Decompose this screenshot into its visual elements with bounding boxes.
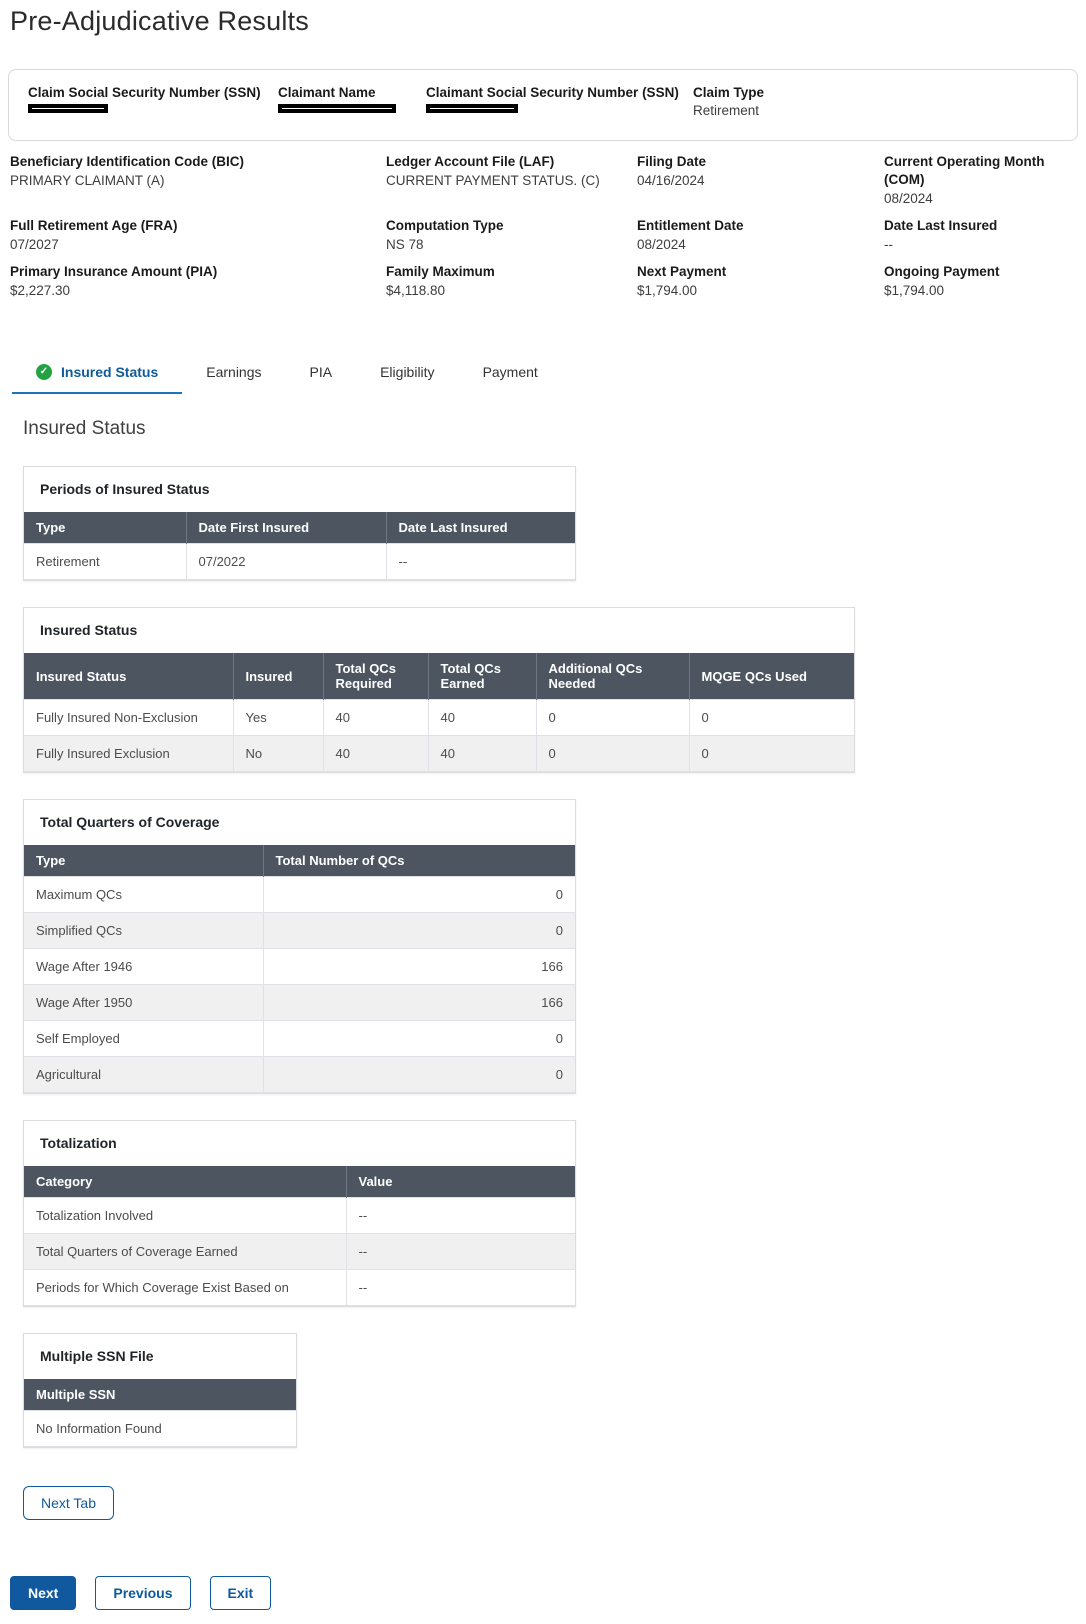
total-quarters-of-coverage-table xyxy=(24,845,575,1093)
next-tab-button[interactable]: Next Tab xyxy=(23,1486,114,1520)
field-value: NS 78 xyxy=(386,237,424,252)
detail-field-family-maximum xyxy=(386,263,637,299)
table-cell: 0 xyxy=(263,877,575,913)
claimant-name-redacted-value xyxy=(278,104,396,113)
table-cell: Fully Insured Non-Exclusion xyxy=(24,700,233,736)
header-row xyxy=(24,512,575,544)
table-cell: -- xyxy=(346,1198,575,1234)
multiple-ssn-table-container xyxy=(24,1379,296,1447)
table-cell: Yes xyxy=(233,700,323,736)
field-value: 04/16/2024 xyxy=(637,173,705,188)
tab-label: Eligibility xyxy=(380,364,435,380)
field-value: CURRENT PAYMENT STATUS. (C) xyxy=(386,173,600,188)
detail-field-fra xyxy=(10,217,386,253)
table-row xyxy=(24,1057,575,1093)
periods-of-insured-status-table xyxy=(24,512,575,580)
multiple-ssn-table xyxy=(24,1379,296,1447)
table-cell: Total Quarters of Coverage Earned xyxy=(24,1234,346,1270)
field-label: Primary Insurance Amount (PIA) xyxy=(10,264,218,279)
field-label: Filing Date xyxy=(637,154,707,169)
detail-field-date-last-insured xyxy=(884,217,1086,253)
table-row xyxy=(24,877,575,913)
field-value: -- xyxy=(884,237,893,252)
footer-actions xyxy=(10,1576,1086,1610)
detail-field-next-payment xyxy=(637,263,884,299)
field-value: $2,227.30 xyxy=(10,283,71,298)
card-title: Insured Status xyxy=(40,622,138,638)
table-cell: Wage After 1950 xyxy=(24,985,263,1021)
column-header: Total QCs Required xyxy=(323,653,428,700)
check-circle-icon: ✓ xyxy=(36,364,52,380)
table-row xyxy=(24,913,575,949)
detail-field-filing-date xyxy=(637,153,884,207)
summary-field-claim-type xyxy=(693,85,1061,118)
column-header: Date First Insured xyxy=(186,512,386,544)
detail-field-pia xyxy=(10,263,386,299)
tab-label: PIA xyxy=(309,364,333,380)
totalization-card xyxy=(23,1120,576,1307)
field-label: Ongoing Payment xyxy=(884,264,1000,279)
tab-earnings[interactable] xyxy=(182,357,285,394)
field-label: Full Retirement Age (FRA) xyxy=(10,218,178,233)
table-row xyxy=(24,700,854,736)
multiple-ssn-file-card xyxy=(23,1333,297,1448)
detail-field-entitlement-date xyxy=(637,217,884,253)
table-cell: -- xyxy=(346,1270,575,1306)
table-row xyxy=(24,1021,575,1057)
periods-of-insured-status-card xyxy=(23,466,576,581)
detail-field-laf xyxy=(386,153,637,207)
claim-type-label: Claim Type xyxy=(693,85,765,100)
table-row xyxy=(24,544,575,580)
claimant-name-label: Claimant Name xyxy=(278,85,376,100)
tab-pia[interactable] xyxy=(286,357,357,394)
header-row xyxy=(24,653,854,700)
table-cell: 40 xyxy=(323,736,428,772)
field-label: Family Maximum xyxy=(386,264,495,279)
card-title: Multiple SSN File xyxy=(40,1348,154,1364)
claimant-ssn-redacted-value xyxy=(426,104,518,113)
benefit-details-grid xyxy=(10,153,1086,299)
column-header: Type xyxy=(24,845,263,877)
table-cell: 40 xyxy=(428,736,536,772)
field-label: Beneficiary Identification Code (BIC) xyxy=(10,154,245,169)
table-row xyxy=(24,949,575,985)
table-cell: No xyxy=(233,736,323,772)
field-label: Current Operating Month (COM) xyxy=(884,154,1045,187)
results-tab-bar xyxy=(12,357,1086,394)
tab-label: Payment xyxy=(482,364,538,380)
section-title-insured-status: Insured Status xyxy=(23,418,146,439)
table-cell: -- xyxy=(386,544,575,580)
claim-summary-card xyxy=(8,69,1078,141)
table-cell: Fully Insured Exclusion xyxy=(24,736,233,772)
column-header: Category xyxy=(24,1166,346,1198)
table-row xyxy=(24,1411,296,1447)
table-cell: Retirement xyxy=(24,544,186,580)
tab-payment[interactable] xyxy=(459,357,562,394)
exit-button[interactable]: Exit xyxy=(210,1576,272,1610)
table-cell: 166 xyxy=(263,949,575,985)
table-cell: Self Employed xyxy=(24,1021,263,1057)
claimant-ssn-label: Claimant Social Security Number (SSN) xyxy=(426,85,679,100)
table-row xyxy=(24,985,575,1021)
summary-field-claimant-name xyxy=(278,85,426,118)
table-cell: Agricultural xyxy=(24,1057,263,1093)
column-header: Additional QCs Needed xyxy=(536,653,689,700)
column-header: Multiple SSN xyxy=(24,1379,296,1411)
header-row xyxy=(24,845,575,877)
tab-label: Earnings xyxy=(206,364,262,380)
detail-field-bic xyxy=(10,153,386,207)
table-cell: 40 xyxy=(428,700,536,736)
previous-button[interactable]: Previous xyxy=(95,1576,190,1610)
detail-field-ongoing-payment xyxy=(884,263,1086,299)
table-cell: 0 xyxy=(536,736,689,772)
field-label: Next Payment xyxy=(637,264,727,279)
column-header: Insured Status xyxy=(24,653,233,700)
page-title: Pre-Adjudicative Results xyxy=(10,6,309,36)
field-label: Date Last Insured xyxy=(884,218,998,233)
field-value: $4,118.80 xyxy=(386,283,446,298)
summary-field-claimant-ssn xyxy=(426,85,693,118)
table-row xyxy=(24,1198,575,1234)
claim-ssn-redacted-value xyxy=(28,104,108,113)
column-header: MQGE QCs Used xyxy=(689,653,854,700)
field-value: 08/2024 xyxy=(637,237,686,252)
column-header: Value xyxy=(346,1166,575,1198)
header-row xyxy=(24,1379,296,1411)
field-value: 08/2024 xyxy=(884,191,933,206)
tab-insured-status[interactable] xyxy=(12,357,182,394)
field-value: $1,794.00 xyxy=(637,283,698,298)
column-header: Date Last Insured xyxy=(386,512,575,544)
column-header: Type xyxy=(24,512,186,544)
periods-table-container xyxy=(24,512,575,580)
totalization-table-container xyxy=(24,1166,575,1306)
table-cell: 0 xyxy=(689,700,854,736)
tab-eligibility[interactable] xyxy=(356,357,458,394)
table-cell: 166 xyxy=(263,985,575,1021)
claim-ssn-label: Claim Social Security Number (SSN) xyxy=(28,85,261,100)
table-cell: No Information Found xyxy=(24,1411,296,1447)
table-cell: 07/2022 xyxy=(186,544,386,580)
table-cell: 40 xyxy=(323,700,428,736)
table-cell: Simplified QCs xyxy=(24,913,263,949)
field-value: PRIMARY CLAIMANT (A) xyxy=(10,173,165,188)
totalization-table xyxy=(24,1166,575,1306)
field-value: 07/2027 xyxy=(10,237,59,252)
table-cell: Wage After 1946 xyxy=(24,949,263,985)
table-cell: Periods for Which Coverage Exist Based on xyxy=(24,1270,346,1306)
total-quarters-of-coverage-card xyxy=(23,799,576,1094)
table-cell: Totalization Involved xyxy=(24,1198,346,1234)
card-title: Totalization xyxy=(40,1135,117,1151)
detail-field-com xyxy=(884,153,1086,207)
card-title: Total Quarters of Coverage xyxy=(40,814,220,830)
detail-field-computation-type xyxy=(386,217,637,253)
summary-field-claim-ssn xyxy=(28,85,278,118)
total-qcs-table-container xyxy=(24,845,575,1093)
table-row xyxy=(24,1234,575,1270)
field-label: Ledger Account File (LAF) xyxy=(386,154,555,169)
field-value: $1,794.00 xyxy=(884,283,945,298)
table-cell: 0 xyxy=(263,1021,575,1057)
table-cell: -- xyxy=(346,1234,575,1270)
header-row xyxy=(24,1166,575,1198)
table-cell: Maximum QCs xyxy=(24,877,263,913)
table-cell: 0 xyxy=(263,1057,575,1093)
column-header: Total QCs Earned xyxy=(428,653,536,700)
card-title: Periods of Insured Status xyxy=(40,481,210,497)
table-cell: 0 xyxy=(263,913,575,949)
insured-status-table-container xyxy=(24,653,854,772)
insured-status-card xyxy=(23,607,855,773)
column-header: Total Number of QCs xyxy=(263,845,575,877)
next-button[interactable]: Next xyxy=(10,1576,76,1610)
insured-status-table xyxy=(24,653,854,772)
table-cell: 0 xyxy=(689,736,854,772)
table-row xyxy=(24,1270,575,1306)
table-cell: 0 xyxy=(536,700,689,736)
tab-label: Insured Status xyxy=(61,364,159,380)
column-header: Insured xyxy=(233,653,323,700)
claim-type-value: Retirement xyxy=(693,103,760,118)
field-label: Entitlement Date xyxy=(637,218,744,233)
field-label: Computation Type xyxy=(386,218,504,233)
table-row xyxy=(24,736,854,772)
